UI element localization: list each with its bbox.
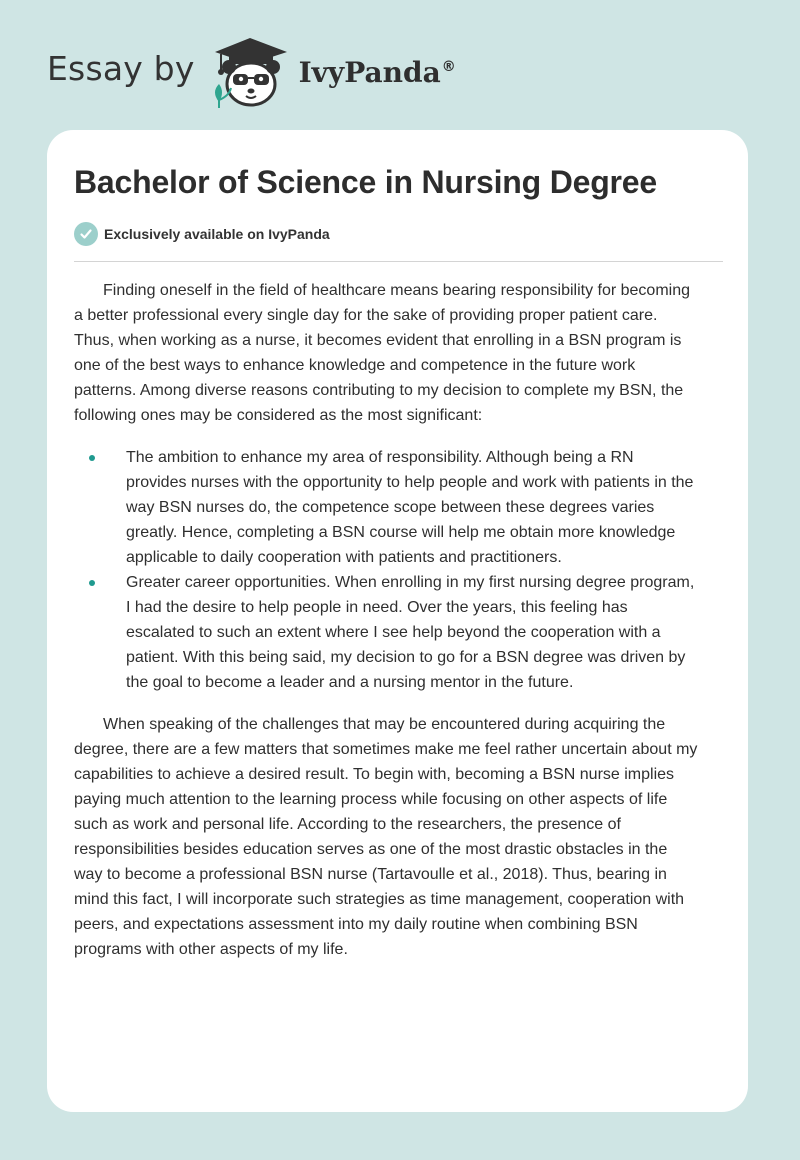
text-line: mind this fact, I will incorporate such strategies as time management, cooperation with (74, 891, 685, 908)
text-line: capabilities to achieve a desired result. To begin with, becoming a BSN nurse implies (74, 766, 675, 783)
page-title: Bachelor of Science in Nursing Degree (74, 164, 657, 200)
brand-name[interactable]: IvyPanda® (298, 55, 456, 89)
text-line: patient. With this being said, my decision to go for a BSN degree was driven by (126, 649, 686, 666)
text-line: Greater career opportunities. When enrolling in my first nursing degree program, (126, 574, 695, 591)
text-line: I had the desire to help people in need. Over the years, this feeling has (126, 599, 628, 616)
bullet-dot-icon (89, 455, 95, 461)
text-line: When speaking of the challenges that may be encountered during acquiring the (103, 716, 666, 733)
text-line: provides nurses with the opportunity to help people and work with patients in the (126, 474, 694, 491)
text-line: Finding oneself in the field of healthcare means bearing responsibility for becoming (103, 282, 691, 299)
text-line: Thus, when working as a nurse, it becomes evident that enrolling in a BSN program is (74, 332, 682, 349)
panda-graduate-logo-icon[interactable] (205, 34, 295, 110)
bullet-dot-icon (89, 580, 95, 586)
paragraph-intro (74, 278, 725, 428)
divider (74, 261, 723, 262)
text-line: one of the best ways to enhance knowledge and competence in the future work (74, 357, 636, 374)
registered-mark: ® (441, 59, 456, 76)
text-line: way BSN nurses do, the competence scope between these degrees varies (126, 499, 655, 516)
text-line: The ambition to enhance my area of responsibility. Although being a RN (126, 449, 634, 466)
text-line: the goal to become a leader and a nursing mentor in the future. (126, 674, 574, 691)
text-line: patterns. Among diverse reasons contributing to my decision to complete my BSN, the (74, 382, 684, 399)
text-line: paying much attention to the learning process while focusing on other aspects of life (74, 791, 668, 808)
text-line: way to become a professional BSN nurse (Tartavoulle et al., 2018). Thus, bearing in (74, 866, 667, 883)
availability-badge (74, 222, 330, 246)
check-circle-icon (74, 222, 98, 246)
brand-header (47, 34, 456, 110)
text-line: peers, and expectations assessment into my daily routine when combining BSN (74, 916, 638, 933)
text-line: greatly. Hence, completing a BSN course will help me obtain more knowledge (126, 524, 676, 541)
text-line: responsibilities besides education serves as one of the most drastic obstacles in the (74, 841, 668, 858)
brand-prefix: Essay by (47, 48, 195, 88)
list-item (126, 445, 725, 570)
paragraph-challenges (74, 712, 725, 962)
availability-label: Exclusively available on IvyPanda (104, 226, 330, 242)
text-line: escalated to such an extent where I see help beyond the cooperation with a (126, 624, 661, 641)
text-line: programs with other aspects of my life. (74, 941, 348, 958)
text-line: following ones may be considered as the most significant: (74, 407, 483, 424)
list-item (126, 570, 725, 695)
essay-body (74, 278, 725, 962)
essay-card (47, 130, 748, 1112)
text-line: such as work and personal life. According to the researchers, the presence of (74, 816, 621, 833)
text-line: applicable to daily cooperation with patients and practitioners. (126, 549, 562, 566)
text-line: a better professional every single day for the sake of providing proper patient care. (74, 307, 658, 324)
text-line: degree, there are a few matters that sometimes make me feel rather uncertain about my (74, 741, 698, 758)
reasons-list (74, 445, 725, 695)
